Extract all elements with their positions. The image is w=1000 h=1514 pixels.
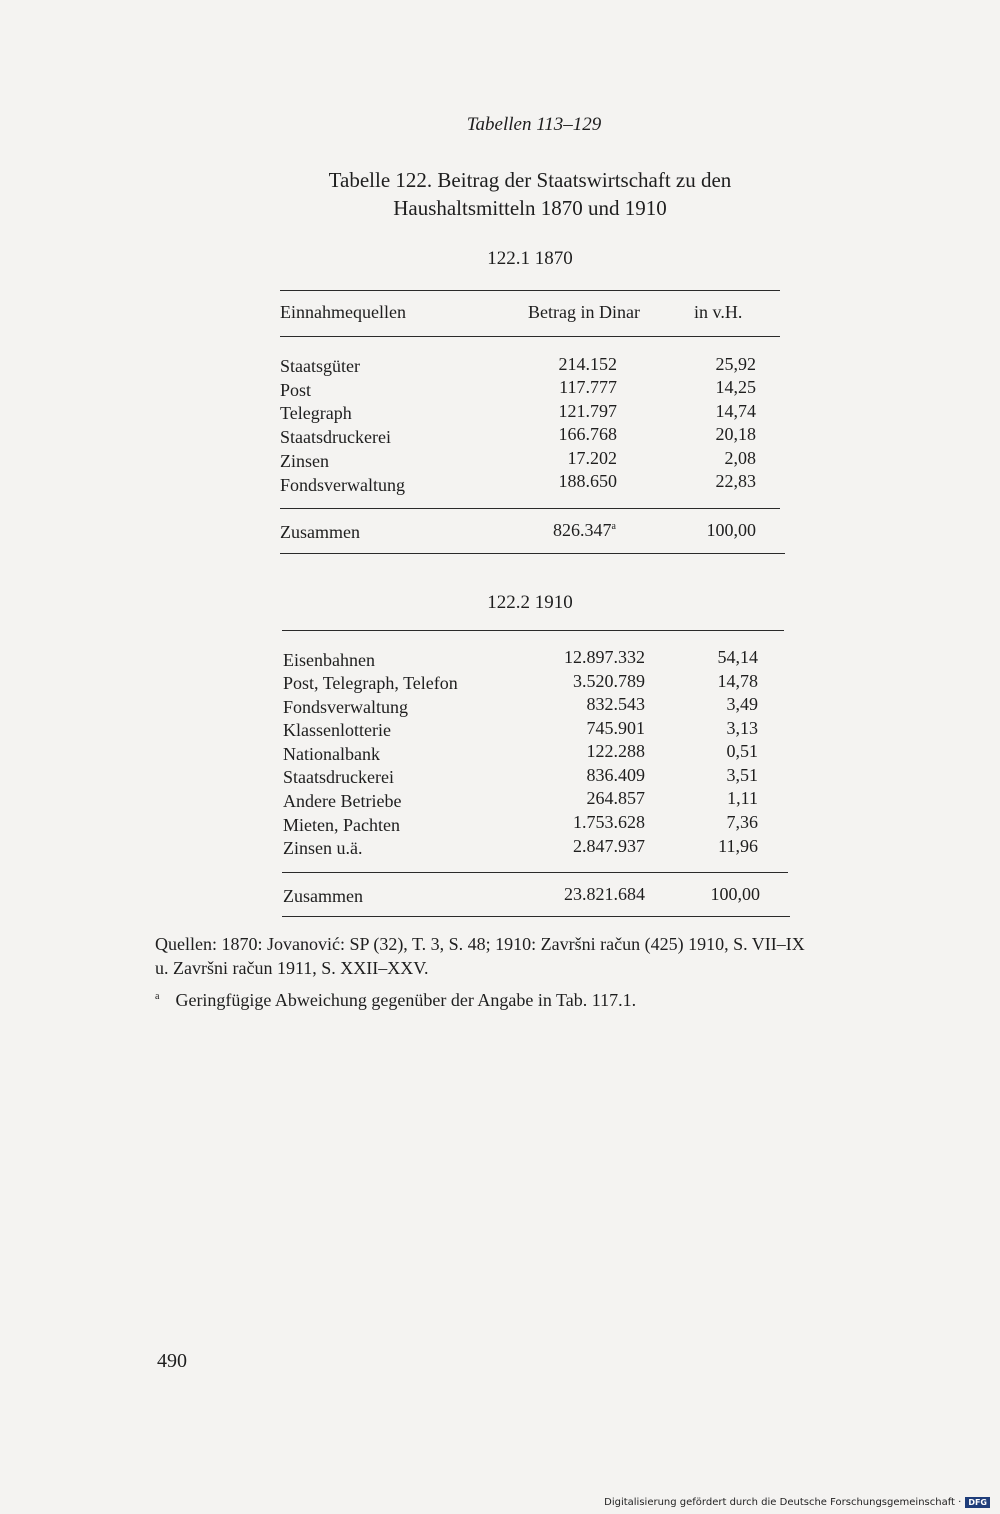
section-heading-1870: 122.1 1870 (487, 248, 573, 269)
row-percent: 3,51 (726, 765, 758, 785)
table-rule (280, 553, 785, 554)
row-amount: 122.288 (586, 741, 645, 761)
row-label: Fondsverwaltung (280, 475, 405, 495)
total-amount: 23.821.684 (564, 884, 645, 904)
row-amount: 214.152 (558, 354, 617, 374)
row-percent: 2,08 (724, 448, 756, 468)
row-percent: 7,36 (726, 812, 758, 832)
row-percent: 0,51 (726, 741, 758, 761)
dfg-logo: DFG (965, 1497, 990, 1508)
footnote (155, 990, 636, 1011)
row-amount: 745.901 (586, 718, 645, 738)
row-percent: 14,25 (715, 377, 756, 397)
row-percent: 20,18 (715, 424, 756, 444)
row-amount: 166.768 (558, 424, 617, 444)
row-label: Eisenbahnen (283, 650, 375, 670)
table-rule (280, 336, 780, 337)
table-rule (282, 916, 790, 917)
sources-note-line-1: Quellen: 1870: Jovanović: SP (32), T. 3, S. 48; 1910: Završni račun (425) 1910, S. VII–IX (155, 934, 805, 954)
row-label: Post (280, 380, 312, 400)
row-amount: 1.753.628 (573, 812, 645, 832)
column-header-percent: in v.H. (694, 302, 743, 322)
column-header-sources: Einnahmequellen (280, 302, 406, 322)
section-heading-1910: 122.2 1910 (487, 592, 573, 613)
footnote-marker: a (155, 991, 160, 1002)
row-percent: 11,96 (718, 836, 758, 856)
row-label: Zinsen u.ä. (283, 838, 363, 858)
row-label: Staatsgüter (280, 356, 360, 376)
digitization-footer (604, 1497, 990, 1508)
footer-text: Digitalisierung gefördert durch die Deutsche Forschungsgemeinschaft · (604, 1497, 962, 1508)
row-amount: 17.202 (567, 448, 617, 468)
total-label: Zusammen (280, 522, 360, 542)
total-percent: 100,00 (710, 884, 760, 904)
table-rule (280, 290, 780, 291)
table-rule (282, 872, 788, 873)
sources-note-line-2: u. Završni račun 1911, S. XXII–XXV. (155, 958, 429, 978)
row-percent: 14,78 (717, 671, 758, 691)
row-label: Post, Telegraph, Telefon (283, 673, 458, 693)
footnote-marker: a (611, 521, 616, 532)
table-title (280, 166, 780, 222)
footnote-text: Geringfügige Abweichung gegenüber der Angabe in Tab. 117.1. (175, 990, 637, 1010)
row-label: Staatsdruckerei (283, 767, 394, 787)
total-amount (553, 520, 616, 541)
table-rule (282, 630, 784, 631)
row-percent: 54,14 (717, 647, 758, 667)
row-label: Fondsverwaltung (283, 697, 408, 717)
row-percent: 22,83 (715, 471, 756, 491)
row-amount: 121.797 (558, 401, 617, 421)
row-percent: 25,92 (715, 354, 756, 374)
table-rule (280, 508, 780, 509)
row-label: Andere Betriebe (283, 791, 402, 811)
column-header-amount: Betrag in Dinar (528, 302, 640, 322)
row-label: Staatsdruckerei (280, 427, 391, 447)
row-amount: 264.857 (586, 788, 645, 808)
row-label: Klassenlotterie (283, 720, 391, 740)
row-label: Telegraph (280, 403, 352, 423)
row-amount: 12.897.332 (564, 647, 645, 667)
total-amount-value: 826.347 (553, 520, 612, 540)
table-title-line-2: Haushaltsmitteln 1870 und 1910 (393, 196, 667, 220)
total-label: Zusammen (283, 886, 363, 906)
row-percent: 14,74 (715, 401, 756, 421)
row-percent: 3,49 (726, 694, 758, 714)
row-amount: 188.650 (558, 471, 617, 491)
row-label: Nationalbank (283, 744, 380, 764)
row-amount: 117.777 (559, 377, 617, 397)
running-head: Tabellen 113–129 (466, 114, 602, 135)
row-percent: 1,11 (727, 788, 758, 808)
table-title-line-1: Tabelle 122. Beitrag der Staatswirtschaft zu den (328, 168, 732, 192)
total-percent: 100,00 (706, 520, 756, 540)
page-number: 490 (157, 1350, 187, 1372)
row-amount: 832.543 (586, 694, 645, 714)
row-label: Mieten, Pachten (283, 815, 400, 835)
row-label: Zinsen (280, 451, 329, 471)
row-amount: 3.520.789 (573, 671, 645, 691)
row-percent: 3,13 (726, 718, 758, 738)
row-amount: 836.409 (586, 765, 645, 785)
row-amount: 2.847.937 (573, 836, 645, 856)
